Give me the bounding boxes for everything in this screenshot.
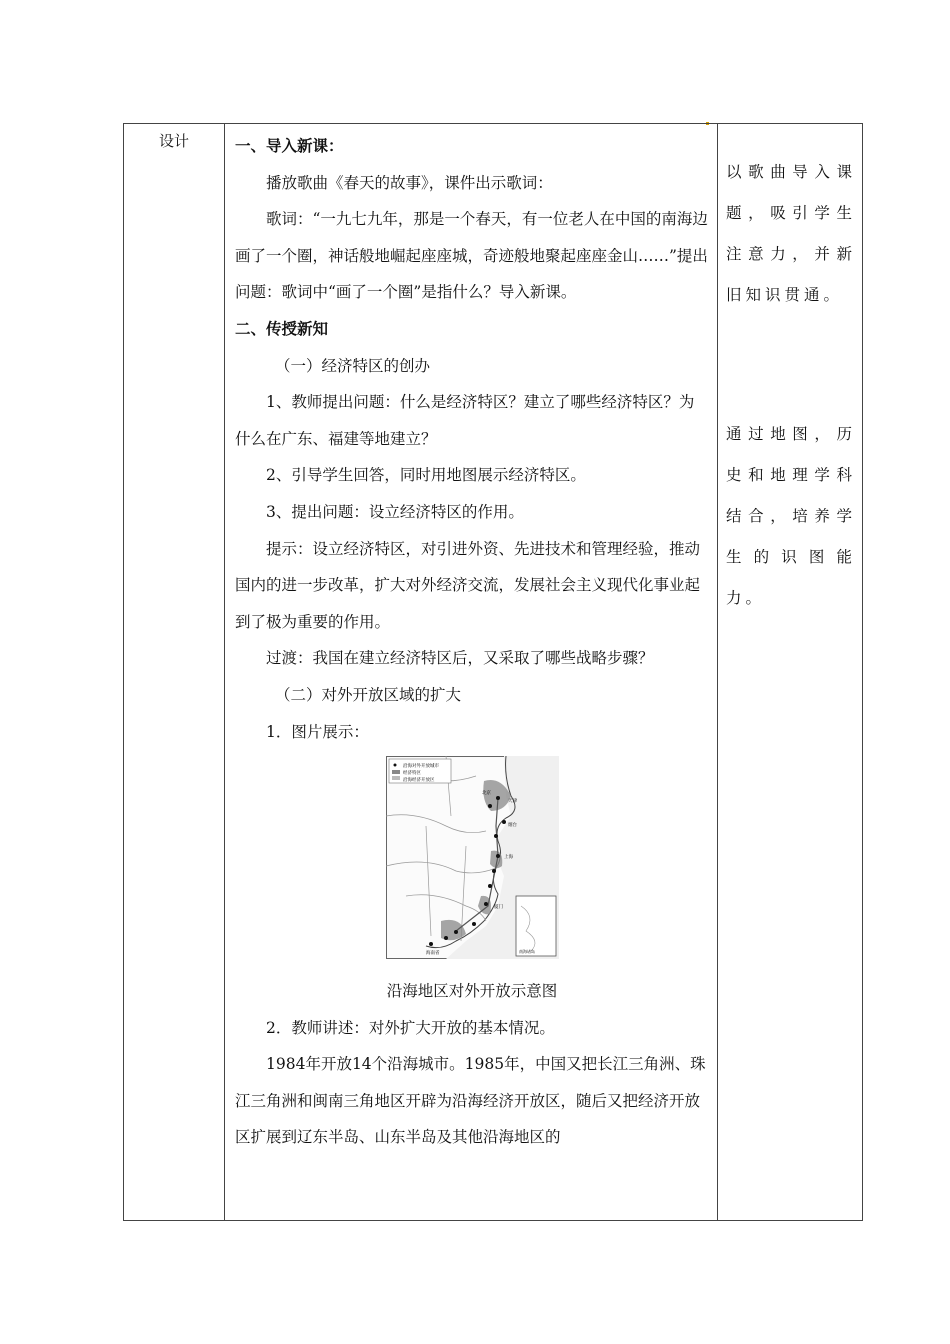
paragraph: 1．图片展示： [266,722,369,741]
lesson-table [123,123,863,1221]
map-legend-item: 经济特区 [402,771,421,777]
paragraph: 提示：设立经济特区，对引进外资、先进技术和管理经验，推动国内的进一步改革，扩大对外经济交流，发展社会主义现代化事业起到了极为重要的作用。 [235,539,701,631]
map-legend-item: 沿海经济开放区 [402,778,434,784]
table-row [124,124,863,1221]
subsection-heading: （一）经济特区的创办 [275,356,431,375]
map-label: 烟台 [507,823,517,829]
notes-cell [718,124,863,1221]
map-figure [235,750,709,959]
paragraph: 播放歌曲《春天的故事》，课件出示歌词： [266,173,553,192]
map-label: 海南省 [425,951,439,957]
section-heading-2: 二、传授新知 [235,319,329,338]
paragraph: 歌词：“一九七九年，那是一个春天，有一位老人在中国的南海边画了一个圈，神话般地崛起座座城，奇迹般地聚起座座金山……”提出问题：歌词中“画了一个圈”是指什么？导入新课。 [235,210,708,302]
coastal-open-map [386,756,559,959]
map-label: 北京 [481,791,491,797]
paragraph: 2．教师讲述：对外扩大开放的基本情况。 [266,1018,555,1037]
paragraph: 2、引导学生回答，同时用地图展示经济特区。 [266,466,586,485]
row-label: 设计 [124,124,225,1221]
map-label: 厦门 [493,905,503,911]
map-label: 天津 [507,799,517,805]
map-legend-item: 沿海对外开放城市 [402,764,439,770]
paragraph: 1984年开放14个沿海城市。1985年，中国又把长江三角洲、珠江三角洲和闽南三角地区开辟为沿海经济开放区，随后又把经济开放区扩展到辽东半岛、山东半岛及其他沿海地区的 [235,1055,706,1147]
section-heading-1: 一、导入新课： [235,137,344,155]
paragraph: 3、提出问题：设立经济特区的作用。 [266,502,524,521]
subsection-heading: （二）对外开放区域的扩大 [275,685,462,704]
paragraph: 1、教师提出问题：什么是经济特区？建立了哪些经济特区？为什么在广东、福建等地建立？ [235,393,695,448]
content-cell [225,124,718,1221]
paragraph: 过渡：我国在建立经济特区后，又采取了哪些战略步骤？ [266,649,654,668]
design-note: 以歌曲导入课题，吸引学生注意力，并新旧知识贯通。 [726,163,856,304]
map-label: 南海诸岛 [518,949,535,955]
map-label: 上海 [503,855,513,861]
design-note: 通过地图，历史和地理学科结合，培养学生的识图能力。 [726,425,856,607]
figure-caption: 沿海地区对外开放示意图 [386,982,558,1001]
